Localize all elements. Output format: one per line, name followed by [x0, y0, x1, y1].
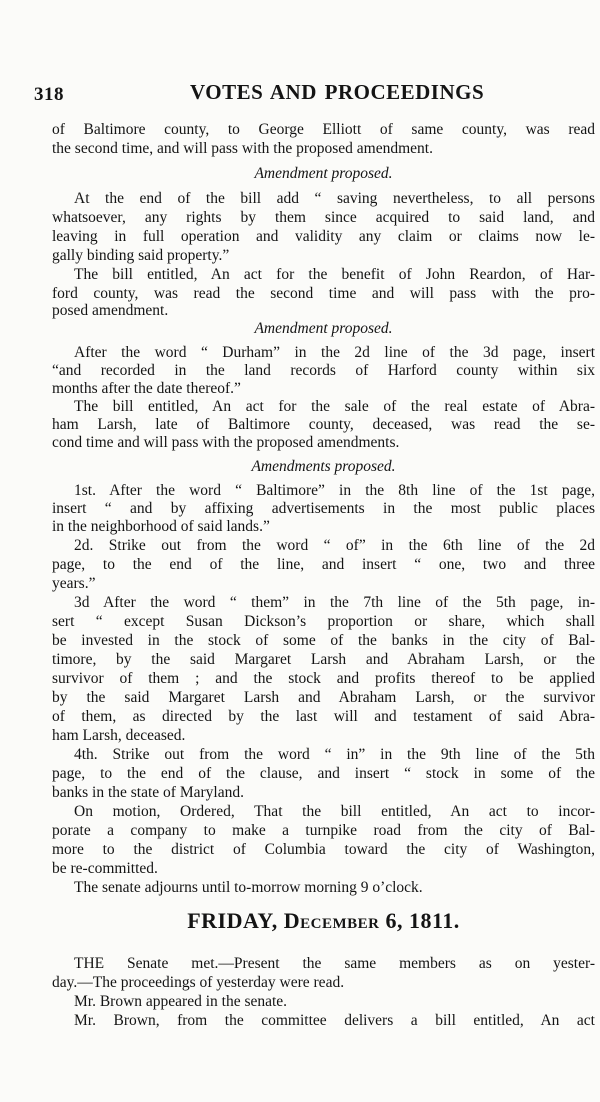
running-head: VOTES AND PROCEEDINGS	[190, 80, 485, 104]
text-line: page, to the end of the line, and insert “ one, two and three	[52, 556, 595, 573]
text-line: cond time and will pass with the proposed amendments.	[52, 434, 400, 451]
section-heading: Amendment proposed.	[254, 320, 393, 337]
text-line: 4th. Strike out from the word “ in” in the 9th line of the 5th	[74, 746, 595, 763]
friday-heading	[52, 908, 595, 934]
friday-date: December 6, 1811.	[283, 908, 460, 933]
section-heading: Amendment proposed.	[254, 165, 393, 182]
text-line: Mr. Brown appeared in the senate.	[74, 993, 288, 1010]
text-line: timore, by the said Margaret Larsh and Abraham Larsh, or the	[52, 651, 595, 668]
text-line: The bill entitled, An act for the benefit of John Reardon, of Har-	[74, 266, 595, 283]
text-line: of Baltimore county, to George Elliott of same county, was read	[52, 121, 595, 138]
text-line: The senate adjourns until to-morrow morning 9 o’clock.	[74, 879, 423, 896]
text-line: ham Larsh, late of Baltimore county, deceased, was read the se-	[52, 416, 595, 433]
text-line: in the neighborhood of said lands.”	[52, 518, 270, 535]
text-line: sert “ except Susan Dickson’s proportion or share, which shall	[52, 613, 595, 630]
text-line: more to the district of Columbia toward the city of Washington,	[52, 841, 595, 858]
text-line: by the said Margaret Larsh and Abraham Larsh, or the survivor	[52, 689, 595, 706]
text-line: day.—The proceedings of yesterday were read.	[52, 974, 345, 991]
text-line: 3d After the word “ them” in the 7th line of the 5th page, in-	[74, 594, 595, 611]
page-header	[34, 80, 564, 110]
text-line: porate a company to make a turnpike road from the city of Bal-	[52, 822, 595, 839]
text-line: months after the date thereof.”	[52, 380, 241, 397]
text-line: THE Senate met.—Present the same members as on yester-	[74, 955, 595, 972]
text-line: ford county, was read the second time and will pass with the pro-	[52, 285, 595, 302]
text-line: At the end of the bill add “ saving nevertheless, to all persons	[74, 190, 595, 207]
text-line: The bill entitled, An act for the sale of the real estate of Abra-	[74, 398, 595, 415]
section-heading: Amendments proposed.	[251, 458, 396, 475]
text-line: 2d. Strike out from the word “ of” in the 6th line of the 2d	[74, 537, 595, 554]
text-line: Mr. Brown, from the committee delivers a bill entitled, An act	[74, 1012, 595, 1029]
text-line: ham Larsh, deceased.	[52, 727, 186, 744]
text-line: After the word “ Durham” in the 2d line of the 3d page, insert	[74, 344, 595, 361]
friday-day: FRIDAY,	[187, 908, 278, 933]
text-line: On motion, Ordered, That the bill entitled, An act to incor-	[74, 803, 595, 820]
text-line: survivor of them ; and the stock and profits thereof to be applied	[52, 670, 595, 687]
text-line: the second time, and will pass with the proposed amendment.	[52, 140, 433, 157]
text-line: gally binding said property.”	[52, 247, 230, 264]
text-line: 1st. After the word “ Baltimore” in the 8th line of the 1st page,	[74, 482, 595, 499]
text-line: banks in the state of Maryland.	[52, 784, 244, 801]
text-line: be invested in the stock of some of the banks in the city of Bal-	[52, 632, 595, 649]
text-line: posed amendment.	[52, 302, 169, 319]
text-line: insert “ and by affixing advertisements in the most public places	[52, 500, 595, 517]
text-line: page, to the end of the clause, and insert “ stock in some of the	[52, 765, 595, 782]
text-line: whatsoever, any rights by them since acquired to said land, and	[52, 209, 595, 226]
text-line: years.”	[52, 575, 96, 592]
text-line: of them, as directed by the last will and testament of said Abra-	[52, 708, 595, 725]
text-line: “and recorded in the land records of Harford county within six	[52, 362, 595, 379]
text-line: leaving in full operation and validity any claim or claims now le-	[52, 228, 595, 245]
page-number: 318	[34, 84, 64, 105]
text-line: be re-committed.	[52, 860, 158, 877]
